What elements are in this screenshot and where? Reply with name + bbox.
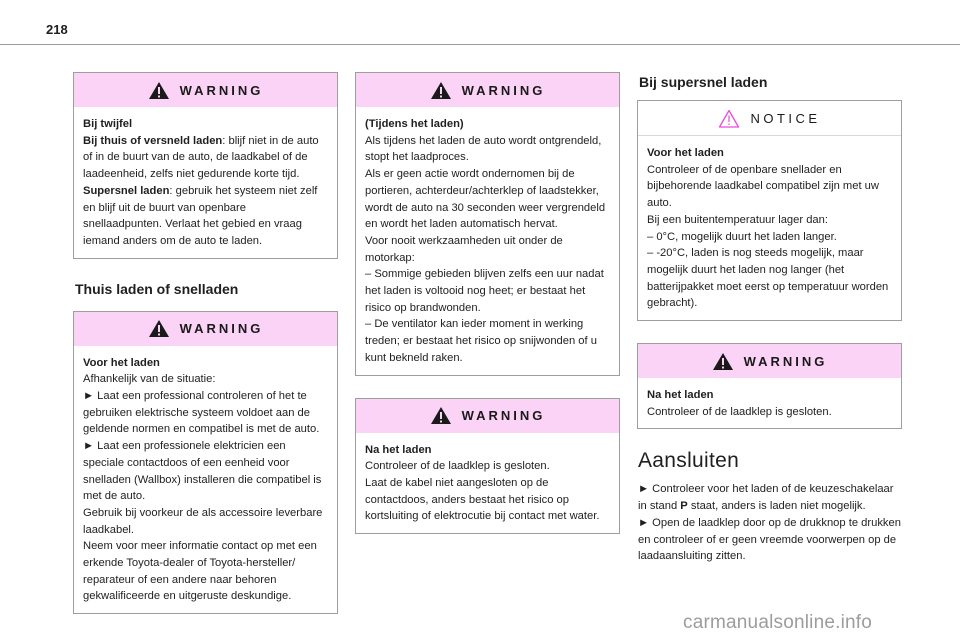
chapter-title: Aansluiten	[638, 449, 740, 473]
text: ► Controleer voor het laden of de keuzeschakelaar in stand	[638, 483, 894, 513]
warning-title: WARNING	[461, 82, 546, 98]
warning-subtitle: Bij twijfel	[83, 118, 133, 130]
warning-body	[356, 433, 619, 534]
warning-box-before-charging	[73, 311, 338, 615]
bold-term: Supersnel laden	[83, 184, 170, 197]
notice-header	[638, 101, 901, 136]
warning-bullet: ► Laat een professional controleren of het te gebruiken elektrische systeem voldoet aan de geldende normen en compatibel is met de auto.	[83, 390, 320, 436]
warning-triangle-icon	[430, 81, 452, 100]
warning-paragraph: Laat de kabel niet aangesloten op de contactdoos, anders bestaat het risico op kortsluiting of elektrocutie bij contact met water.	[365, 476, 600, 523]
warning-subtitle: Na het laden	[647, 389, 714, 402]
warning-header	[638, 344, 901, 378]
warning-triangle-icon	[430, 406, 452, 425]
page-number: 218	[46, 22, 68, 37]
warning-paragraph	[83, 183, 328, 250]
warning-paragraph: Voor nooit werkzaamheden uit onder de motorkap:	[365, 234, 563, 264]
text: staat, anders is laden niet mogelijk.	[687, 500, 866, 513]
warning-title: WARNING	[179, 82, 264, 98]
notice-paragraph: Controleer of de openbare snellader en bijbehorende laadkabel compatibel zijn met uw auto.	[647, 163, 879, 210]
warning-header	[74, 73, 337, 107]
warning-bullet: – Sommige gebieden blijven zelfs een uur nadat het laden is voltooid nog heet; er bestaat het risico op brandwonden.	[365, 268, 604, 314]
warning-header	[74, 312, 337, 346]
warning-body	[74, 107, 337, 258]
notice-subtitle: Voor het laden	[647, 147, 724, 159]
warning-box-during-charging	[355, 72, 620, 376]
bold-term: Bij thuis of versneld laden	[83, 134, 223, 147]
instruction-text	[638, 481, 902, 565]
warning-box-after-charging	[637, 343, 902, 429]
text: : blijf niet in de auto of in de buurt van de auto, de laadkabel of de laadeenheid, zelfs niet gedurende korte tijd.	[83, 134, 319, 181]
warning-triangle-icon	[148, 319, 170, 338]
warning-paragraph: Neem voor meer informatie contact op met een erkende Toyota-dealer of Toyota-hersteller/ reparateur of een andere naar behoren gekwalificeerde en uitgeruste deskundige.	[83, 540, 317, 603]
header-rule	[0, 44, 960, 45]
warning-body	[356, 107, 619, 375]
instruction-step: ► Open de laadklep door op de drukknop te drukken en controleer of er geen vreemde voorwerpen op de laadaansluiting zitten.	[638, 516, 901, 563]
notice-title: NOTICE	[750, 110, 821, 126]
warning-title: WARNING	[179, 321, 264, 337]
gear-position: P	[680, 500, 688, 513]
notice-triangle-icon	[718, 109, 740, 128]
warning-bullet: ► Laat een professionele elektricien een speciale contactdoos of een eenheid voor snelladen (Wallbox) installeren die compatibel is met de auto.	[83, 440, 322, 503]
warning-bullet: – De ventilator kan ieder moment in werking treden; er bestaat het risico op snijwonden of u kunt bekneld raken.	[365, 318, 597, 364]
notice-body	[638, 136, 901, 320]
warning-triangle-icon	[712, 352, 734, 371]
warning-header	[356, 399, 619, 433]
warning-paragraph: Afhankelijk van de situatie:	[83, 373, 216, 386]
warning-paragraph: Controleer of de laadklep is gesloten.	[365, 460, 550, 473]
notice-box-before-charging	[637, 100, 902, 321]
warning-paragraph: Gebruik bij voorkeur de als accessoire leverbare laadkabel.	[83, 506, 323, 536]
warning-box-doubt	[73, 72, 338, 259]
section-title: Bij supersnel laden	[639, 74, 768, 90]
warning-paragraph: Als tijdens het laden de auto wordt ontgrendeld, stopt het laadproces.	[365, 134, 602, 164]
instruction-step	[638, 481, 902, 514]
warning-paragraph: Als er geen actie wordt ondernomen bij de portieren, achterdeur/achterklep of laadstekker, wordt de auto na 30 seconden weer vergrendeld en wordt het laden automatisch hervat.	[365, 168, 606, 231]
warning-triangle-icon	[148, 81, 170, 100]
warning-paragraph: Controleer of de laadklep is gesloten.	[647, 405, 832, 418]
warning-subtitle: (Tijdens het laden)	[365, 118, 464, 130]
warning-subtitle: Voor het laden	[83, 356, 160, 369]
notice-paragraph: Bij een buitentemperatuur lager dan:	[647, 213, 828, 226]
warning-box-after-charging	[355, 398, 620, 535]
text: : gebruik het systeem niet zelf en blijf uit de buurt van openbare snellaadpunten. Verlaat het gebied en vraag iemand anders om de auto te laden.	[83, 184, 318, 247]
column-3	[637, 72, 902, 565]
warning-title: WARNING	[461, 408, 546, 424]
column-2	[355, 72, 620, 556]
notice-bullet: – 0°C, mogelijk duurt het laden langer.	[647, 230, 837, 243]
warning-subtitle: Na het laden	[365, 443, 432, 456]
warning-body	[638, 378, 901, 428]
warning-body	[74, 346, 337, 614]
column-1	[73, 72, 338, 636]
warning-header	[356, 73, 619, 107]
watermark: carmanualsonline.info	[683, 612, 873, 633]
section-title: Thuis laden of snelladen	[75, 280, 239, 297]
warning-paragraph	[83, 133, 328, 183]
notice-bullet: – -20°C, laden is nog steeds mogelijk, maar mogelijk duurt het laden nog langer (het batterijpakket moet eerst op temperatuur worden gebracht).	[647, 247, 889, 310]
warning-title: WARNING	[743, 353, 828, 369]
